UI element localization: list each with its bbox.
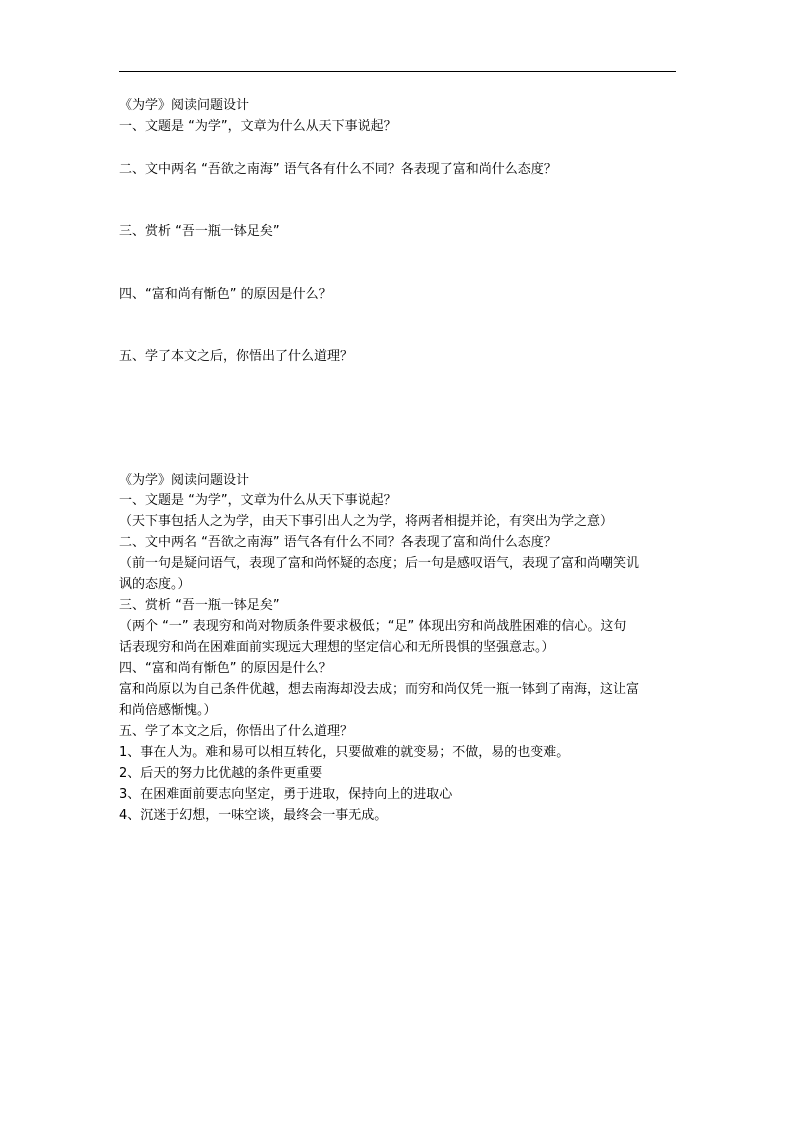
answer-2-line-1: （前一句是疑问语气，表现了富和尚怀疑的态度；后一句是感叹语气，表现了富和尚嘲笑讥 <box>119 556 640 571</box>
question-5: 五、学了本文之后，你悟出了什么道理？ <box>119 349 354 364</box>
question-2: 二、文中两名 “吾欲之南海” 语气各有什么不同？各表现了富和尚什么态度？ <box>119 162 557 177</box>
answer-2-line-2: 讽的态度。） <box>119 577 191 592</box>
point-4: 4、沉迷于幻想，一味空谈，最终会一事无成。 <box>119 808 388 823</box>
point-3: 3、在困难面前要志向坚定，勇于进取，保持向上的进取心 <box>119 787 453 802</box>
answer-4-line-2: 和尚倍感惭愧。） <box>119 703 217 718</box>
answer-3-line-1: （两个 “一” 表现穷和尚对物质条件要求极低；“足” 体现出穷和尚战胜困难的信心。这句 <box>119 619 627 634</box>
question-3: 三、赏析 “吾一瓶一钵足矣” <box>119 224 280 239</box>
question-4: 四、“富和尚有惭色” 的原因是什么？ <box>119 287 332 302</box>
answer-1: （天下事包括人之为学，由天下事引出人之为学，将两者相提并论，有突出为学之意） <box>119 514 614 529</box>
question-1: 一、文题是 “为学”，文章为什么从天下事说起？ <box>119 119 397 134</box>
question-1: 一、文题是 “为学”，文章为什么从天下事说起？ <box>119 493 397 508</box>
question-2: 二、文中两名 “吾欲之南海” 语气各有什么不同？各表现了富和尚什么态度？ <box>119 535 557 550</box>
point-2: 2、后天的努力比优越的条件更重要 <box>119 766 323 781</box>
answer-4-line-1: 富和尚原以为自己条件优越，想去南海却没去成；而穷和尚仅凭一瓶一钵到了南海，这让富 <box>119 682 640 697</box>
question-5: 五、学了本文之后，你悟出了什么道理？ <box>119 724 354 739</box>
question-4: 四、“富和尚有惭色” 的原因是什么？ <box>119 661 332 676</box>
question-3: 三、赏析 “吾一瓶一钵足矣” <box>119 598 280 613</box>
answer-3-line-2: 话表现穷和尚在困难面前实现远大理想的坚定信心和无所畏惧的坚强意志。） <box>119 640 555 655</box>
point-1: 1、事在人为。难和易可以相互转化，只要做难的就变易；不做，易的也变难。 <box>119 745 570 760</box>
header-rule <box>119 71 676 72</box>
answer-sheet-title: 《为学》阅读问题设计 <box>119 473 250 488</box>
worksheet-title: 《为学》阅读问题设计 <box>119 98 250 113</box>
